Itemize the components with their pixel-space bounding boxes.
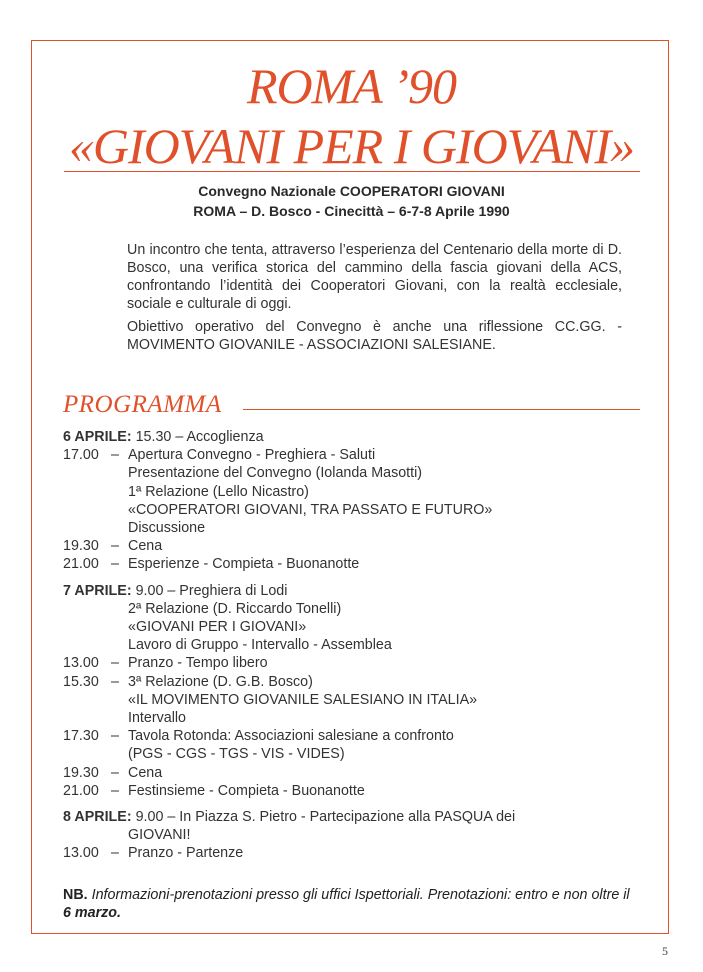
schedule-text: Esperienze - Compieta - Buonanotte (128, 556, 360, 573)
title-line-1: ROMA ’90 (246, 58, 457, 114)
schedule-row (63, 428, 643, 446)
schedule-text: 3ª Relazione (D. G.B. Bosco) (128, 673, 313, 690)
day-label-8-aprile: 8 APRILE: (63, 809, 132, 826)
schedule-time: 13.00 (63, 845, 99, 862)
schedule-dash: – (111, 447, 119, 464)
schedule-text: Pranzo - Partenze (128, 845, 244, 862)
schedule-text: Cena (128, 764, 163, 781)
schedule-text: GIOVANI! (128, 827, 191, 844)
schedule-text: (PGS - CGS - TGS - VIS - VIDES) (128, 746, 345, 763)
schedule-dash: – (111, 538, 119, 555)
schedule-text: Intervallo (128, 710, 187, 727)
schedule-row (63, 555, 643, 573)
schedule-text: Tavola Rotonda: Associazioni salesiane a confronto (128, 728, 454, 745)
day-label-6-aprile: 6 APRILE: (63, 429, 132, 445)
schedule-text: 1ª Relazione (Lello Nicastro) (128, 483, 309, 500)
schedule-row (63, 782, 643, 800)
schedule-dash: – (111, 728, 119, 745)
programma-heading: PROGRAMMA (63, 391, 222, 418)
schedule-text: «IL MOVIMENTO GIOVANILE SALESIANO IN ITALIA» (128, 691, 478, 708)
schedule-time: 15.30 (63, 673, 99, 690)
schedule-text: Pranzo - Tempo libero (128, 655, 268, 672)
note (63, 886, 638, 922)
schedule-text: Presentazione del Convegno (Iolanda Masotti) (128, 465, 423, 482)
schedule-text: 15.30 – Accoglienza (135, 429, 264, 445)
schedule-time: 17.00 (63, 447, 99, 464)
subtitle-line-1: Convegno Nazionale COOPERATORI GIOVANI (198, 183, 505, 199)
schedule-text: Lavoro di Gruppo - Intervallo - Assemblea (128, 637, 392, 654)
schedule-text: Festinsieme - Compieta - Buonanotte (128, 782, 365, 799)
schedule-row (63, 446, 643, 464)
schedule-time: 21.00 (63, 782, 99, 799)
schedule-text: Discussione (128, 520, 206, 537)
schedule-time: 17.30 (63, 728, 99, 745)
schedule-text: «COOPERATORI GIOVANI, TRA PASSATO E FUTURO» (128, 501, 493, 518)
title-divider (64, 171, 640, 172)
note-text: Informazioni-prenotazioni presso gli uffici Ispettoriali. Prenotazioni: entro e non oltre il (91, 887, 630, 903)
intro-paragraph-1: Un incontro che tenta, attraverso l’esperienza del Centenario della morte di D. Bosco, una verifica storica del cammino della fascia giovani della ACS, confrontando l’identità dei Cooperatori Giovani, con la realtà ecclesiale, sociale e culturale di oggi. (127, 242, 622, 312)
schedule-time: 19.30 (63, 538, 99, 555)
title-line-2: «GIOVANI PER I GIOVANI» (68, 118, 635, 174)
schedule-time: 19.30 (63, 764, 99, 781)
schedule-text: Cena (128, 538, 163, 555)
schedule-row (63, 727, 643, 745)
intro-paragraph-2: Obiettivo operativo del Convegno è anche una riflessione CC.GG. - MOVIMENTO GIOVANILE - ASSOCIAZIONI SALESIANE. (127, 319, 622, 353)
page-number: 5 (662, 944, 668, 958)
schedule-time: 21.00 (63, 556, 99, 573)
schedule-text: «GIOVANI PER I GIOVANI» (128, 619, 307, 636)
schedule-row (63, 844, 643, 862)
note-date: 6 marzo. (63, 905, 122, 921)
schedule-row (63, 654, 643, 672)
schedule-text: 2ª Relazione (D. Riccardo Tonelli) (128, 600, 342, 617)
schedule-row (63, 582, 643, 600)
schedule-dash: – (111, 764, 119, 781)
programma-underline (243, 409, 640, 410)
day-label-7-aprile: 7 APRILE: (63, 582, 132, 599)
intro-text (127, 241, 622, 359)
schedule-time: 13.00 (63, 655, 99, 672)
subtitle-line-2: ROMA – D. Bosco - Cinecittà – 6-7-8 Aprile 1990 (193, 203, 510, 219)
note-label: NB. (63, 887, 88, 903)
schedule-row (63, 673, 643, 691)
schedule-text: 9.00 – In Piazza S. Pietro - Partecipazione alla PASQUA dei (135, 809, 516, 826)
schedule-text: Apertura Convegno - Preghiera - Saluti (128, 447, 376, 464)
schedule-dash: – (111, 673, 119, 690)
schedule-dash: – (111, 556, 119, 573)
schedule (63, 428, 643, 863)
schedule-row (63, 764, 643, 782)
schedule-text: 9.00 – Preghiera di Lodi (135, 582, 288, 599)
schedule-row (63, 808, 643, 826)
schedule-row (63, 537, 643, 555)
schedule-dash: – (111, 845, 119, 862)
schedule-dash: – (111, 655, 119, 672)
schedule-dash: – (111, 782, 119, 799)
